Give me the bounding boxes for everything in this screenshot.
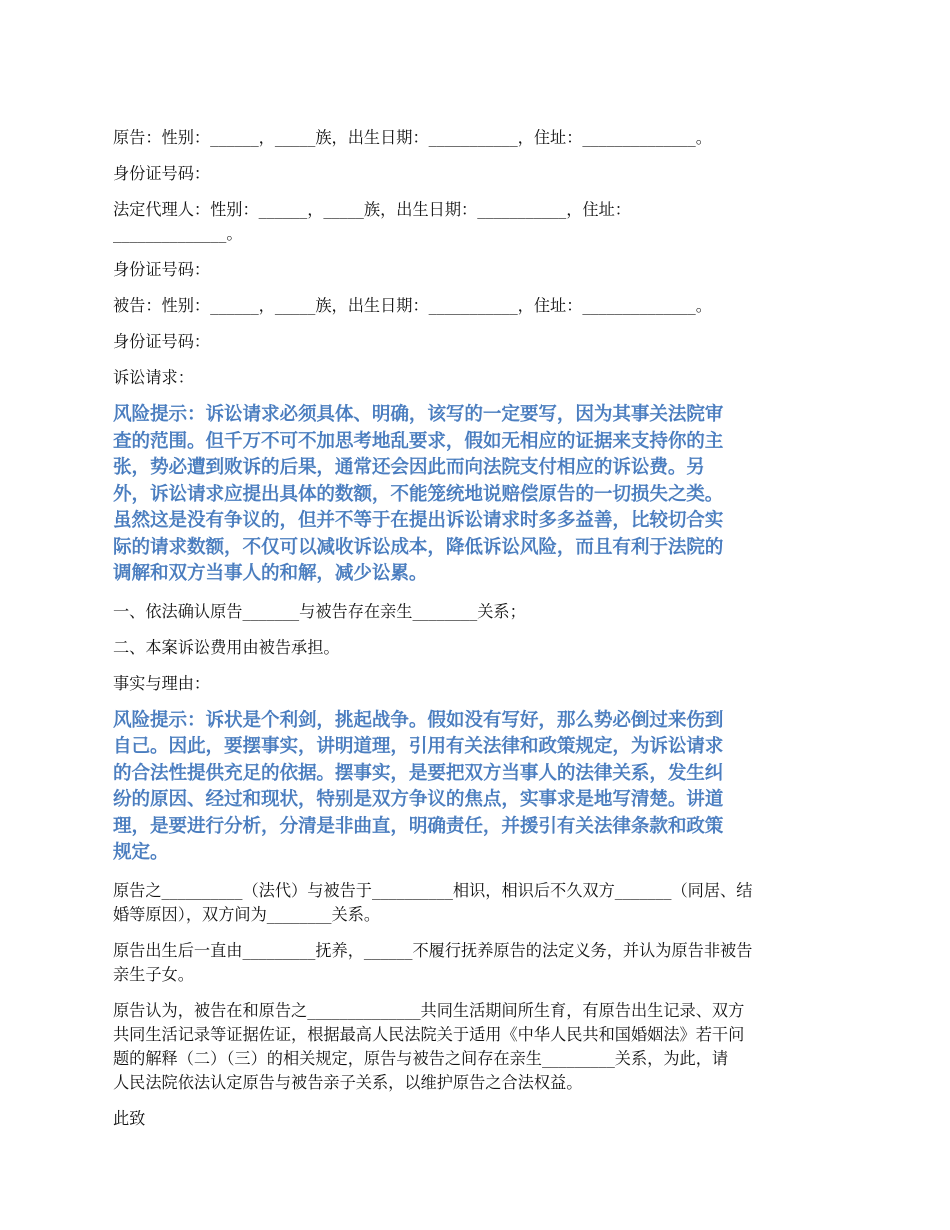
fact-paragraph-2 xyxy=(113,939,835,987)
risk-note-line: 际的请求数额，不仅可以减收诉讼成本，降低诉讼风险，而且有利于法院的 xyxy=(113,536,724,558)
risk-note-line: 规定。 xyxy=(113,842,169,863)
defendant-line: 被告：性别：______，_____族，出生日期：___________，住址：______________。 xyxy=(113,296,712,315)
risk-note-line: 风险提示：诉讼请求必须具体、明确，该写的一定要写，因为其事关法院审 xyxy=(113,404,724,425)
paragraph-line: 亲生子女。 xyxy=(113,964,194,984)
paragraph-line: 共同生活记录等证据佐证，根据最高人民法院关于适用《中华人民共和国婚姻法》若干问 xyxy=(113,1024,745,1044)
risk-note-line: 自己。因此，要摆事实，讲明道理，引用有关法律和政策规定，为诉讼请求 xyxy=(113,736,724,757)
risk-note-line: 的合法性提供充足的依据。摆事实，是要把双方当事人的法律关系，发生纠 xyxy=(113,762,724,784)
paragraph-line: 原告出生后一直由_________抚养，______不履行抚养原告的法定义务，并认为原告非被告 xyxy=(113,940,753,960)
facts-heading: 事实与理由： xyxy=(113,673,211,693)
risk-note-line: 风险提示：诉状是个利剑，挑起战争。假如没有写好，那么势必倒过来伤到 xyxy=(113,709,724,731)
risk-note-line: 调解和双方当事人的和解，减少讼累。 xyxy=(113,563,428,584)
fact-paragraph-1 xyxy=(113,879,835,927)
paragraph-line: 原告之__________（法代）与被告于__________相识，相识后不久双方_______（同居、结 xyxy=(113,880,753,900)
document-body xyxy=(113,126,835,1131)
risk-note-line: 张，势必遭到败诉的后果，通常还会因此而向法院支付相应的诉讼费。另 xyxy=(113,457,705,478)
paragraph-line: 题的解释（二）（三）的相关规定，原告与被告之间存在亲生_________关系，为此，请 xyxy=(113,1048,729,1068)
claim-item-2: 二、本案诉讼费用由被告承担。 xyxy=(113,637,340,657)
fact-paragraph-3 xyxy=(113,999,835,1095)
paragraph-line: 原告认为，被告在和原告之______________共同生活期间所生育，有原告出生记录、双方 xyxy=(113,1000,745,1020)
risk-note-facts xyxy=(113,708,835,867)
risk-note-line: 纷的原因、经过和现状，特别是双方争议的焦点，实事求是地写清楚。讲道 xyxy=(113,789,724,810)
risk-note-line: 外，诉讼请求应提出具体的数额，不能笼统地说赔偿原告的一切损失之类。 xyxy=(113,483,724,505)
risk-note-line: 理，是要进行分析，分清是非曲直，明确责任，并援引有关法律条款和政策 xyxy=(113,815,724,837)
legal-rep-id-line: 身份证号码： xyxy=(113,260,211,279)
legal-rep-line-cont: ______________。 xyxy=(113,224,243,243)
plaintiff-id-line: 身份证号码： xyxy=(113,164,211,183)
claims-heading: 诉讼请求： xyxy=(113,368,194,387)
claim-item-1: 一、依法确认原告_______与被告存在亲生________关系； xyxy=(113,601,526,621)
closing-salutation: 此致 xyxy=(113,1108,146,1128)
risk-note-line: 查的范围。但千万不可不加思考地乱要求，假如无相应的证据来支持你的主 xyxy=(113,430,724,452)
risk-note-line: 虽然这是没有争议的，但并不等于在提出诉讼请求时多多益善，比较切合实 xyxy=(113,510,724,531)
paragraph-line: 人民法院依法认定原告与被告亲子关系，以维护原告之合法权益。 xyxy=(113,1072,583,1092)
plaintiff-line: 原告：性别：______，_____族，出生日期：___________，住址：______________。 xyxy=(113,128,712,147)
paragraph-line: 婚等原因），双方间为________关系。 xyxy=(113,904,381,924)
defendant-id-line: 身份证号码： xyxy=(113,332,211,351)
legal-rep-line: 法定代理人：性别：______，_____族，出生日期：___________，住址： xyxy=(113,200,631,219)
risk-note-claims xyxy=(113,402,835,588)
